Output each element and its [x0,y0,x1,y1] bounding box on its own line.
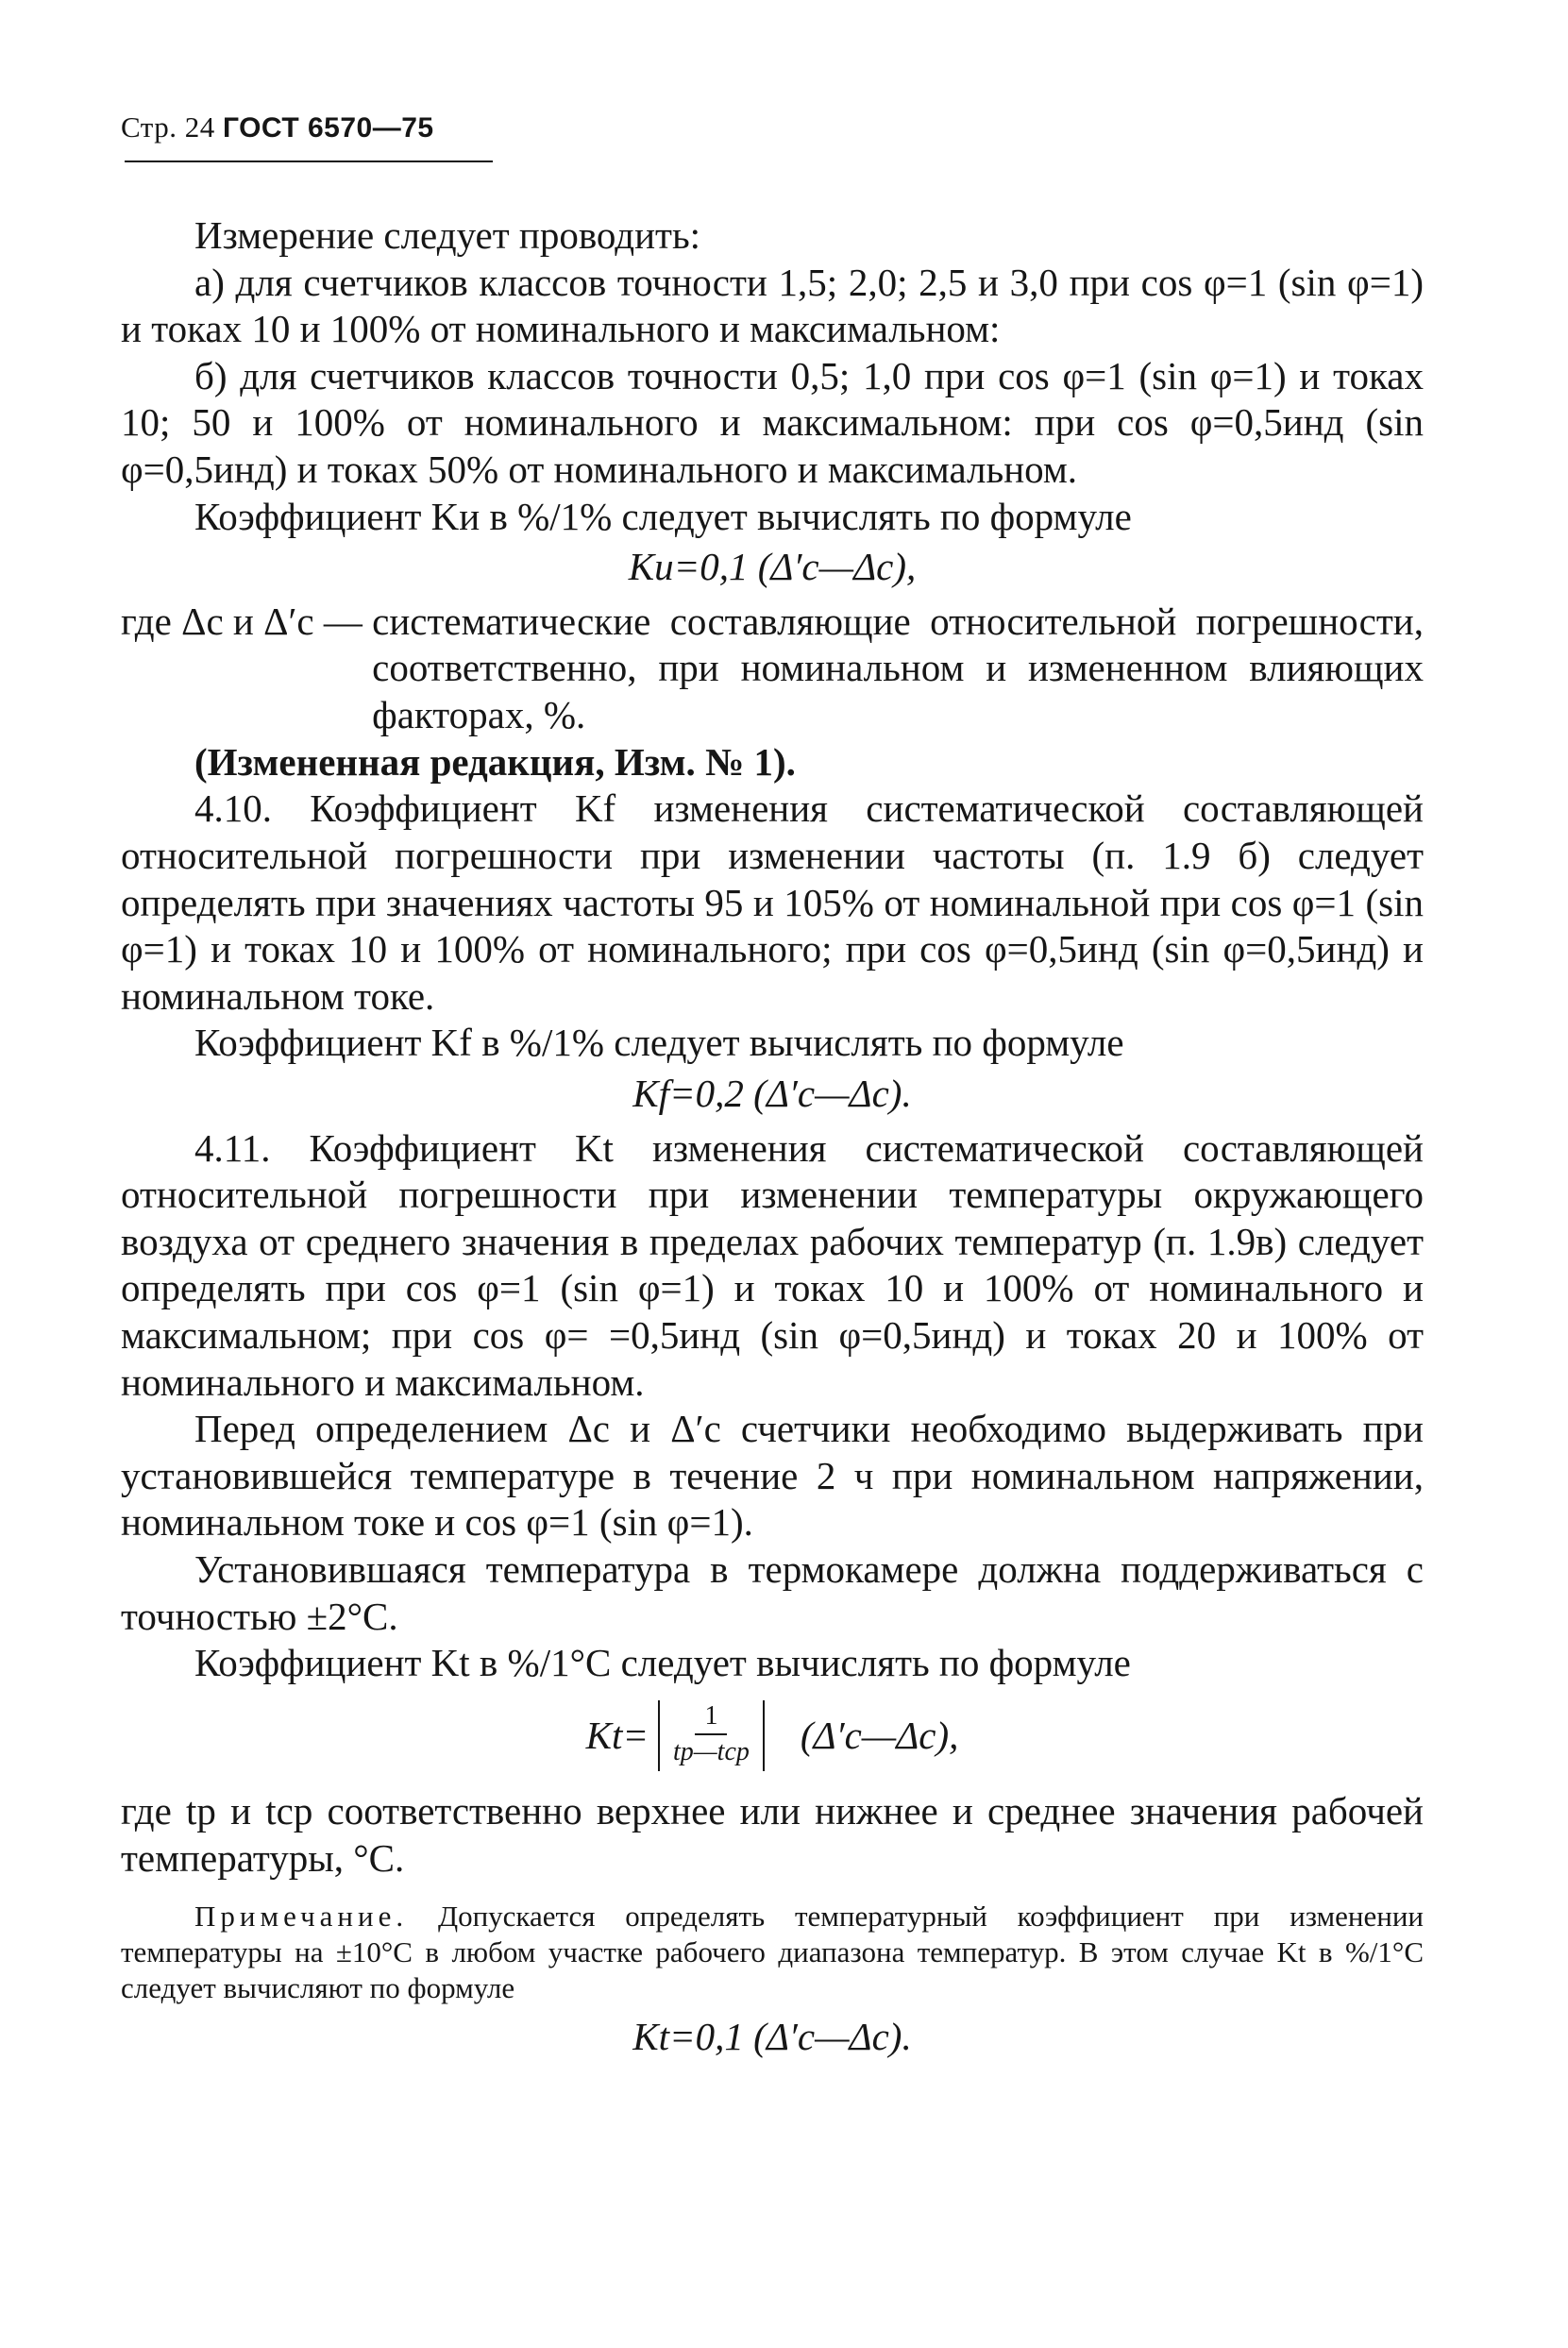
document-code: ГОСТ 6570—75 [222,112,434,144]
paragraph-kt-formula-intro: Коэффициент Kt в %/1°С следует вычислять по формуле [194,1641,1131,1685]
legend-text: систематические составляющие относительной погрешности, соответственно, при номинальном и измененном влияющих факторах, %. [372,599,1424,737]
paragraph-item-a: а) для счетчиков классов точности 1,5; 2,0; 2,5 и 3,0 при cos φ=1 (sin φ=1) и токах 10 и 100% от номинального и максимальном: [121,260,1424,351]
paragraph-measurement-intro: Измерение следует проводить: [194,213,701,257]
formula-ki: Kи=0,1 (Δ′c—Δc), [628,545,917,589]
formula-kt-numerator: 1 [695,1702,727,1735]
amendment-note: (Измененная редакция, Изм. № 1). [194,739,796,784]
formula-legend-ki [121,599,1424,739]
paragraph-kt-legend: где tp и tcp соответственно верхнее или нижнее и среднее значения рабочей температуры, °С. [121,1789,1424,1880]
header-divider [125,160,493,162]
paragraph-ki-formula-intro: Коэффициент Kи в %/1% следует вычислять по формуле [194,494,1132,538]
paragraph-stabilization: Перед определением Δc и Δ′c счетчики необходимо выдерживать при установившейся температуре в течение 2 ч при номинальном напряжении, номинальном токе и cos φ=1 (sin φ=1). [121,1407,1424,1545]
page-number: Стр. 24 [121,110,215,144]
formula-kt-abs-fraction [658,1700,765,1771]
note-label: Примечание. [194,1900,409,1934]
formula-kt-rhs: (Δ′c—Δc), [800,1713,959,1757]
note [121,1899,1424,2005]
paragraph-4-10: 4.10. Коэффициент Kf изменения систематической составляющей относительной погрешности при изменении частоты (п. 1.9 б) следует определять при значениях частоты 95 и 105% от номинальной при cos φ=1 (sin φ=1) и токах 10 и 100% от номинального; при cos φ=0,5инд (sin φ=0,5инд) и номинальном токе. [121,786,1424,1018]
document-body [121,212,1424,2068]
formula-kf: Kf=0,2 (Δ′c—Δc). [632,1071,912,1115]
note-text: Допускается определять температурный коэффициент при изменении температуры на ±10°С в любом участке рабочего диапазона температур. В этом случае Kt в %/1°С следует вычисляют по формуле [121,1900,1425,2004]
paragraph-4-11: 4.11. Коэффициент Kt изменения систематической составляющей относительной погрешности при изменении температуры окружающего воздуха от среднего значения в пределах рабочих температур (п. 1.9в) следует определять при cos φ=1 (sin φ=1) и токах 10 и 100% от номинального и максимальном; при cos φ= =0,5инд (sin φ=0,5инд) и токах 20 и 100% от номинального и максимальном. [121,1125,1424,1404]
paragraph-kf-formula-intro: Коэффициент Kf в %/1% следует вычислять по формуле [194,1021,1124,1065]
formula-kt-denominator: tp—tcp [673,1736,750,1766]
paragraph-item-b: б) для счетчиков классов точности 0,5; 1,0 при cos φ=1 (sin φ=1) и токах 10; 50 и 100% от номинального и максимальном: при cos φ=0,5инд (sin φ=0,5инд) и токах 50% от номинального и максимальном. [121,353,1424,492]
paragraph-chamber-temperature: Установившаяся температура в термокамере должна поддерживаться с точностью ±2°С. [121,1547,1424,1638]
formula-kt-lhs: Kt= [585,1713,649,1757]
legend-label: где Δc и Δ′c — [121,599,373,643]
page-header [121,110,434,145]
formula-kt-note: Kt=0,1 (Δ′c—Δc). [632,2014,912,2058]
formula-kt [121,1700,1424,1771]
